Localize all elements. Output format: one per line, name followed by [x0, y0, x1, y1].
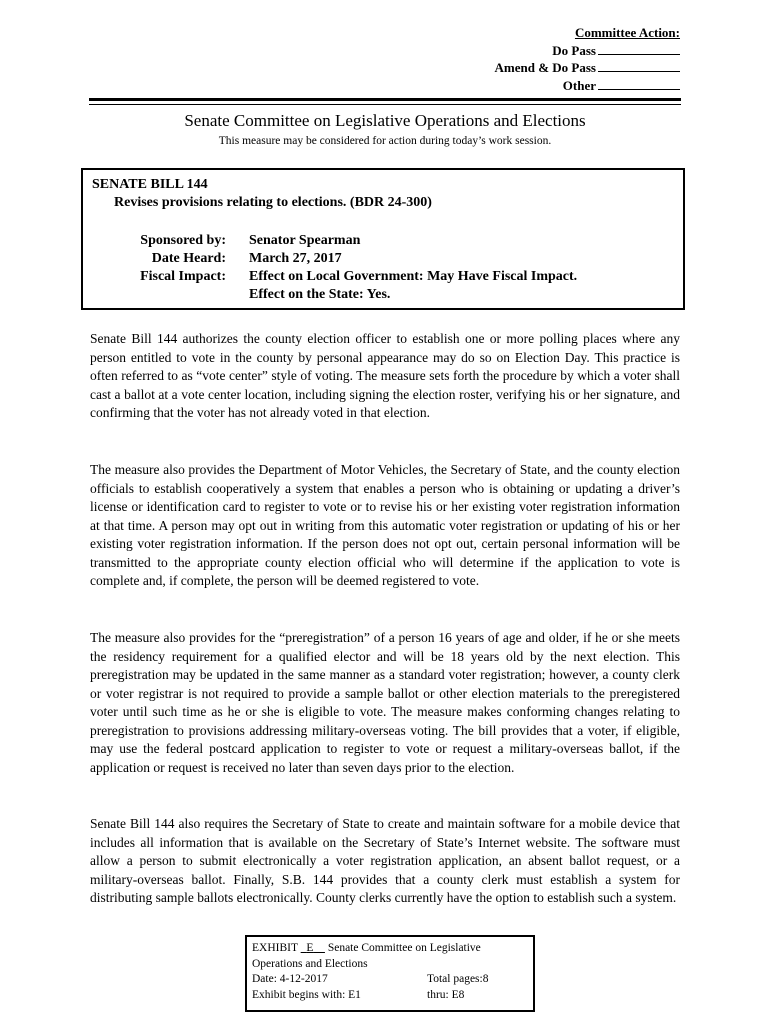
paragraph-preregistration: The measure also provides for the “preregistration” of a person 16 years of age and older, if he or she meets the residency requirement for a qualified elector and will be 18 years old by the next election. This preregistration may be updated in the same manner as a standard voter registration; however, a county clerk or voter registrar is not required to provide a sample ballot or other election materials to the preregistered voter until such time as he or she is eligible to vote. The measure makes conforming changes relating to preregistration to provisions addressing military-overseas voting. The bill provides that a voter, if eligible, may use the federal postcard application to register to vote or request a military-overseas ballot, if the application or request is received no later than seven days prior to the election.: [90, 630, 680, 775]
exhibit-line-4: [252, 988, 528, 1004]
paragraph-vote-centers: Senate Bill 144 authorizes the county election officer to establish one or more polling places where any person entitled to vote in the county by personal appearance may do so on Election Day. This practice is often referred to as “vote center” style of voting. The measure sets forth the procedure by which a voter shall cast a ballot at a vote center location, including signing the election roster, verifying his or her signature, and confirming that the voter has not already voted in that election.: [90, 331, 680, 420]
header-rule-thin: [89, 104, 681, 105]
do-pass-line: Do Pass: [430, 42, 680, 60]
committee-title: Senate Committee on Legislative Operations and Elections: [184, 111, 586, 130]
bill-summary-box: [81, 168, 685, 310]
sponsored-by-label: Sponsored by:: [140, 233, 226, 248]
paragraph-mobile-software: Senate Bill 144 also requires the Secretary of State to create and maintain software for a mobile device that includes all information that is available on the Secretary of State’s Internet website. The software must allow a person to submit electronically a voter registration application, an absent ballot request, or a military-overseas ballot. Finally, S.B. 144 provides that a county clerk must establish a system for distributing sample ballots electronically. County clerks currently have the option to establish such a system.: [90, 816, 680, 905]
bill-number: SENATE BILL 144: [92, 177, 208, 192]
exhibit-thru: thru: E8: [427, 988, 465, 1001]
exhibit-stamp: [245, 935, 535, 1012]
exhibit-line-3: [252, 972, 528, 988]
fiscal-impact-local: Effect on Local Government: May Have Fiscal Impact.: [249, 269, 578, 284]
amend-do-pass-line: Amend & Do Pass: [430, 59, 680, 77]
fiscal-impact-state: Effect on the State: Yes.: [249, 287, 391, 302]
paragraph-automatic-registration: The measure also provides the Department of Motor Vehicles, the Secretary of State, and the county election officials to establish cooperatively a system that enables a person who is obtaining or updating a driver’s license or identification card to register to vote or to revise his or her existing voter registration information at that time. A person may opt out in writing from this automatic voter registration or updating of his or her existing voter registration information. If the person does not opt out, certain personal information will be transmitted to the appropriate county election official who will determine if the application to vote is complete and, if complete, the person will be deemed registered to vote.: [90, 462, 680, 588]
committee-action-block: [430, 24, 680, 94]
committee-action-title: Committee Action:: [574, 25, 680, 40]
exhibit-total-pages: Total pages:8: [427, 973, 489, 985]
exhibit-committee-cont: Operations and Elections: [252, 957, 368, 970]
other-line: Other: [430, 77, 680, 95]
date-heard-value: March 27, 2017: [249, 251, 342, 266]
bill-description: Revises provisions relating to elections. (BDR 24-300): [114, 195, 432, 210]
fiscal-impact-label: Fiscal Impact:: [140, 269, 226, 284]
work-session-note: This measure may be considered for action during today’s work session.: [218, 135, 552, 147]
header-rule-thick: [89, 98, 681, 101]
exhibit-committee: Senate Committee on Legislative: [327, 942, 481, 954]
date-heard-label: Date Heard:: [151, 251, 226, 266]
exhibit-begins: Exhibit begins with: E1: [252, 988, 361, 1001]
exhibit-label: EXHIBIT: [252, 942, 298, 954]
exhibit-line-1: [252, 941, 528, 957]
exhibit-date: Date: 4-12-2017: [252, 973, 328, 985]
sponsored-by-value: Senator Spearman: [249, 233, 361, 248]
exhibit-letter: E: [306, 942, 314, 954]
